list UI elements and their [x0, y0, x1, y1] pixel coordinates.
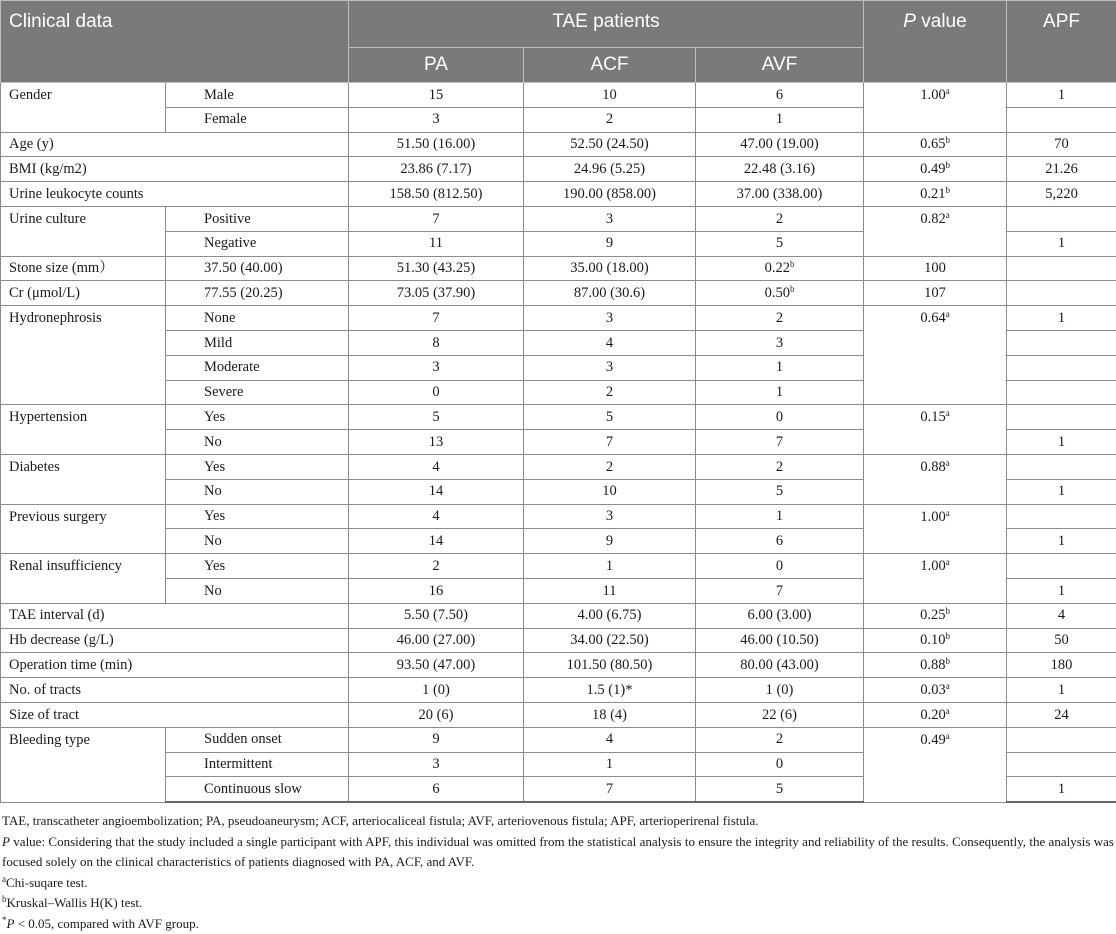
cell-acf: 2 [524, 380, 696, 405]
cell-acf: 24.96 (5.25) [524, 157, 696, 182]
cell-avf: 22 (6) [696, 702, 864, 727]
cell-apf: 21.26 [1007, 157, 1116, 182]
cell-avf: 2 [696, 727, 864, 752]
cell-pa: 9 [349, 727, 524, 752]
cell-avf: 22.48 (3.16) [696, 157, 864, 182]
cell-acf: 7 [524, 777, 696, 802]
cell-apf [1007, 454, 1116, 479]
cell-acf: 34.00 (22.50) [524, 628, 696, 653]
cell-apf [1007, 727, 1116, 752]
cell-pa: 5 [349, 405, 524, 430]
cell-avf: 80.00 (43.00) [696, 653, 864, 678]
cell-acf: 2 [524, 454, 696, 479]
cell-avf: 1 [696, 355, 864, 380]
table-row [1, 702, 1116, 727]
cell-p-value: 0.22$^b$ [696, 256, 864, 281]
cell-pa: 4 [349, 454, 524, 479]
table-row [1, 678, 1116, 703]
cell-p-value: 0.03$^a$ [864, 678, 1007, 703]
cell-pa: 14 [349, 479, 524, 504]
cell-apf [1007, 206, 1116, 231]
table-row [1, 182, 1116, 207]
sub-label: Moderate [166, 355, 349, 380]
table-header [1, 1, 1116, 83]
row-label-bleeding-type: Bleeding type [1, 727, 166, 802]
sub-label: No [166, 578, 349, 603]
row-label-no-of-tracts: No. of tracts [1, 678, 349, 703]
cell-avf: 5 [696, 479, 864, 504]
cell-avf: 1 (0) [696, 678, 864, 703]
cell-apf: 1 [1007, 479, 1116, 504]
table-row [1, 628, 1116, 653]
cell-acf: 51.30 (43.25) [349, 256, 524, 281]
cell-avf: 1 [696, 380, 864, 405]
row-label-previous-surgery: Previous surgery [1, 504, 166, 554]
cell-acf: 2 [524, 107, 696, 132]
cell-avf: 87.00 (30.6) [524, 281, 696, 306]
cell-avf: 7 [696, 430, 864, 455]
footnote-a: $^a$Chi-suqare test. [2, 873, 1114, 894]
table-row [1, 603, 1116, 628]
cell-pa: 158.50 (812.50) [349, 182, 524, 207]
row-label-hb-decrease: Hb decrease (g/L) [1, 628, 349, 653]
cell-pa: 8 [349, 330, 524, 355]
cell-apf: 1 [1007, 578, 1116, 603]
cell-apf [1007, 752, 1116, 777]
table-row [1, 504, 1116, 529]
cell-avf: 2 [696, 454, 864, 479]
cell-pa: 5.50 (7.50) [349, 603, 524, 628]
sub-label: Female [166, 107, 349, 132]
cell-pa: 6 [349, 777, 524, 802]
cell-avf: 0 [696, 752, 864, 777]
cell-p-value: 1.00$^a$ [864, 504, 1007, 554]
row-label-renal-insufficiency: Renal insufficiency [1, 554, 166, 604]
footnote-abbreviations: TAE, transcatheter angioembolization; PA, pseudoaneurysm; ACF, arteriocaliceal fistula; AVF, arteriovenous fistula; APF, arterioperirenal fistula. [2, 811, 1114, 832]
cell-p-value: 0.49$^b$ [864, 157, 1007, 182]
cell-acf: 4 [524, 727, 696, 752]
cell-apf: 1 [1007, 678, 1116, 703]
table-footnotes [0, 803, 1116, 934]
cell-pa: 15 [349, 83, 524, 108]
cell-pa: 7 [349, 306, 524, 331]
cell-acf: 10 [524, 83, 696, 108]
cell-apf [1007, 405, 1116, 430]
cell-apf: 1 [1007, 430, 1116, 455]
row-label-hydronephrosis: Hydronephrosis [1, 306, 166, 405]
cell-p-value: 0.88$^b$ [864, 653, 1007, 678]
cell-acf: 1 [524, 752, 696, 777]
header-apf: APF [1007, 1, 1116, 83]
sub-label: Male [166, 83, 349, 108]
cell-apf: 180 [1007, 653, 1116, 678]
cell-avf: 0 [696, 554, 864, 579]
sub-label: Yes [166, 504, 349, 529]
table-row [1, 653, 1116, 678]
row-label-age: Age (y) [1, 132, 349, 157]
row-label-urine-leukocyte: Urine leukocyte counts [1, 182, 349, 207]
cell-acf: 1.5 (1)* [524, 678, 696, 703]
cell-apf [1007, 355, 1116, 380]
cell-apf [1007, 554, 1116, 579]
sub-label: Yes [166, 405, 349, 430]
table-row [1, 727, 1116, 752]
row-label-urine-culture: Urine culture [1, 206, 166, 256]
cell-apf: 107 [864, 281, 1007, 306]
sub-label: Severe [166, 380, 349, 405]
row-label-tae-interval: TAE interval (d) [1, 603, 349, 628]
sub-label: None [166, 306, 349, 331]
sub-label: Sudden onset [166, 727, 349, 752]
header-p-value: P value [864, 1, 1007, 83]
cell-apf: 24 [1007, 702, 1116, 727]
sub-label: Mild [166, 330, 349, 355]
cell-pa: 77.55 (20.25) [166, 281, 349, 306]
sub-label: No [166, 479, 349, 504]
row-label-diabetes: Diabetes [1, 454, 166, 504]
table-row [1, 281, 1116, 306]
footnote-p-value: P value: Considering that the study included a single participant with APF, this individual was omitted from the statistical analysis to ensure the integrity and reliability of the results. Consequently, the analysis was focused solely on the clinical characteristics of patients diagnosed with PA, ACF, and AVF. [2, 832, 1114, 873]
cell-pa: 37.50 (40.00) [166, 256, 349, 281]
cell-avf: 7 [696, 578, 864, 603]
table-row [1, 554, 1116, 579]
sub-label: Intermittent [166, 752, 349, 777]
sub-label: Continuous slow [166, 777, 349, 802]
cell-pa: 3 [349, 752, 524, 777]
cell-avf: 3 [696, 330, 864, 355]
cell-p-value: 0.21$^b$ [864, 182, 1007, 207]
cell-pa: 1 (0) [349, 678, 524, 703]
cell-p-value: 0.64$^a$ [864, 306, 1007, 405]
cell-apf [1007, 380, 1116, 405]
cell-avf: 37.00 (338.00) [696, 182, 864, 207]
cell-avf: 5 [696, 777, 864, 802]
cell-apf: 50 [1007, 628, 1116, 653]
cell-pa: 13 [349, 430, 524, 455]
footnote-star: *P < 0.05, compared with AVF group. [2, 914, 1114, 934]
cell-apf: 100 [864, 256, 1007, 281]
cell-acf: 3 [524, 504, 696, 529]
cell-apf [1007, 504, 1116, 529]
table-row [1, 256, 1116, 281]
cell-avf: 2 [696, 206, 864, 231]
cell-p-value: 0.50$^b$ [696, 281, 864, 306]
cell-acf: 5 [524, 405, 696, 430]
cell-apf: 1 [1007, 231, 1116, 256]
cell-acf: 4.00 (6.75) [524, 603, 696, 628]
header-acf: ACF [524, 48, 696, 83]
cell-p-value: 0.49$^a$ [864, 727, 1007, 802]
table-body [1, 83, 1116, 803]
cell-acf: 1 [524, 554, 696, 579]
cell-p-value: 0.82$^a$ [864, 206, 1007, 256]
cell-pa: 7 [349, 206, 524, 231]
row-label-gender: Gender [1, 83, 166, 133]
cell-pa: 20 (6) [349, 702, 524, 727]
cell-avf: 6 [696, 529, 864, 554]
cell-acf: 3 [524, 206, 696, 231]
cell-apf: 1 [1007, 777, 1116, 802]
table-row [1, 306, 1116, 331]
cell-avf: 6.00 (3.00) [696, 603, 864, 628]
cell-acf: 9 [524, 231, 696, 256]
table-row [1, 157, 1116, 182]
cell-p-value: 1.00$^a$ [864, 554, 1007, 604]
cell-p-value: 0.65$^b$ [864, 132, 1007, 157]
cell-apf: 5,220 [1007, 182, 1116, 207]
cell-p-value: 1.00$^a$ [864, 83, 1007, 133]
header-avf: AVF [696, 48, 864, 83]
cell-acf: 190.00 (858.00) [524, 182, 696, 207]
cell-avf: 46.00 (10.50) [696, 628, 864, 653]
cell-apf: 70 [1007, 132, 1116, 157]
cell-acf: 18 (4) [524, 702, 696, 727]
cell-apf: 4 [1007, 603, 1116, 628]
sub-label: Yes [166, 554, 349, 579]
cell-avf: 35.00 (18.00) [524, 256, 696, 281]
cell-p-value: 0.88$^a$ [864, 454, 1007, 504]
sub-label: No [166, 430, 349, 455]
cell-acf: 52.50 (24.50) [524, 132, 696, 157]
cell-acf: 3 [524, 306, 696, 331]
cell-pa: 23.86 (7.17) [349, 157, 524, 182]
cell-acf: 73.05 (37.90) [349, 281, 524, 306]
row-label-bmi: BMI (kg/m2) [1, 157, 349, 182]
cell-pa: 51.50 (16.00) [349, 132, 524, 157]
cell-apf [1007, 107, 1116, 132]
sub-label: Yes [166, 454, 349, 479]
cell-avf: 1 [696, 504, 864, 529]
cell-avf: 5 [696, 231, 864, 256]
cell-apf: 1 [1007, 306, 1116, 331]
cell-apf [1007, 330, 1116, 355]
header-tae-patients: TAE patients [349, 1, 864, 48]
cell-pa: 3 [349, 107, 524, 132]
row-label-cr: Cr (μmol/L) [1, 281, 166, 306]
header-clinical-data: Clinical data [1, 1, 349, 83]
table-row [1, 206, 1116, 231]
footnote-b: $^b$Kruskal–Wallis H(K) test. [2, 893, 1114, 914]
table-row [1, 405, 1116, 430]
cell-apf: 1 [1007, 83, 1116, 108]
cell-pa: 14 [349, 529, 524, 554]
cell-pa: 2 [349, 554, 524, 579]
cell-acf: 11 [524, 578, 696, 603]
table-row [1, 132, 1116, 157]
cell-empty [1007, 256, 1116, 281]
cell-avf: 0 [696, 405, 864, 430]
cell-avf: 1 [696, 107, 864, 132]
table-row [1, 454, 1116, 479]
cell-pa: 4 [349, 504, 524, 529]
cell-acf: 9 [524, 529, 696, 554]
row-label-stone-size: Stone size (mm） [1, 256, 166, 281]
sub-label: Negative [166, 231, 349, 256]
cell-acf: 101.50 (80.50) [524, 653, 696, 678]
cell-pa: 0 [349, 380, 524, 405]
cell-acf: 4 [524, 330, 696, 355]
cell-acf: 3 [524, 355, 696, 380]
row-label-hypertension: Hypertension [1, 405, 166, 455]
cell-empty [1007, 281, 1116, 306]
cell-acf: 10 [524, 479, 696, 504]
cell-pa: 11 [349, 231, 524, 256]
cell-p-value: 0.25$^b$ [864, 603, 1007, 628]
cell-avf: 47.00 (19.00) [696, 132, 864, 157]
cell-acf: 7 [524, 430, 696, 455]
cell-p-value: 0.15$^a$ [864, 405, 1007, 455]
header-pa: PA [349, 48, 524, 83]
cell-p-value: 0.20$^a$ [864, 702, 1007, 727]
row-label-operation-time: Operation time (min) [1, 653, 349, 678]
cell-pa: 46.00 (27.00) [349, 628, 524, 653]
cell-apf: 1 [1007, 529, 1116, 554]
cell-pa: 93.50 (47.00) [349, 653, 524, 678]
table-row [1, 83, 1116, 108]
sub-label: No [166, 529, 349, 554]
cell-avf: 6 [696, 83, 864, 108]
cell-avf: 2 [696, 306, 864, 331]
cell-pa: 16 [349, 578, 524, 603]
row-label-size-of-tract: Size of tract [1, 702, 349, 727]
cell-p-value: 0.10$^b$ [864, 628, 1007, 653]
cell-pa: 3 [349, 355, 524, 380]
sub-label: Positive [166, 206, 349, 231]
